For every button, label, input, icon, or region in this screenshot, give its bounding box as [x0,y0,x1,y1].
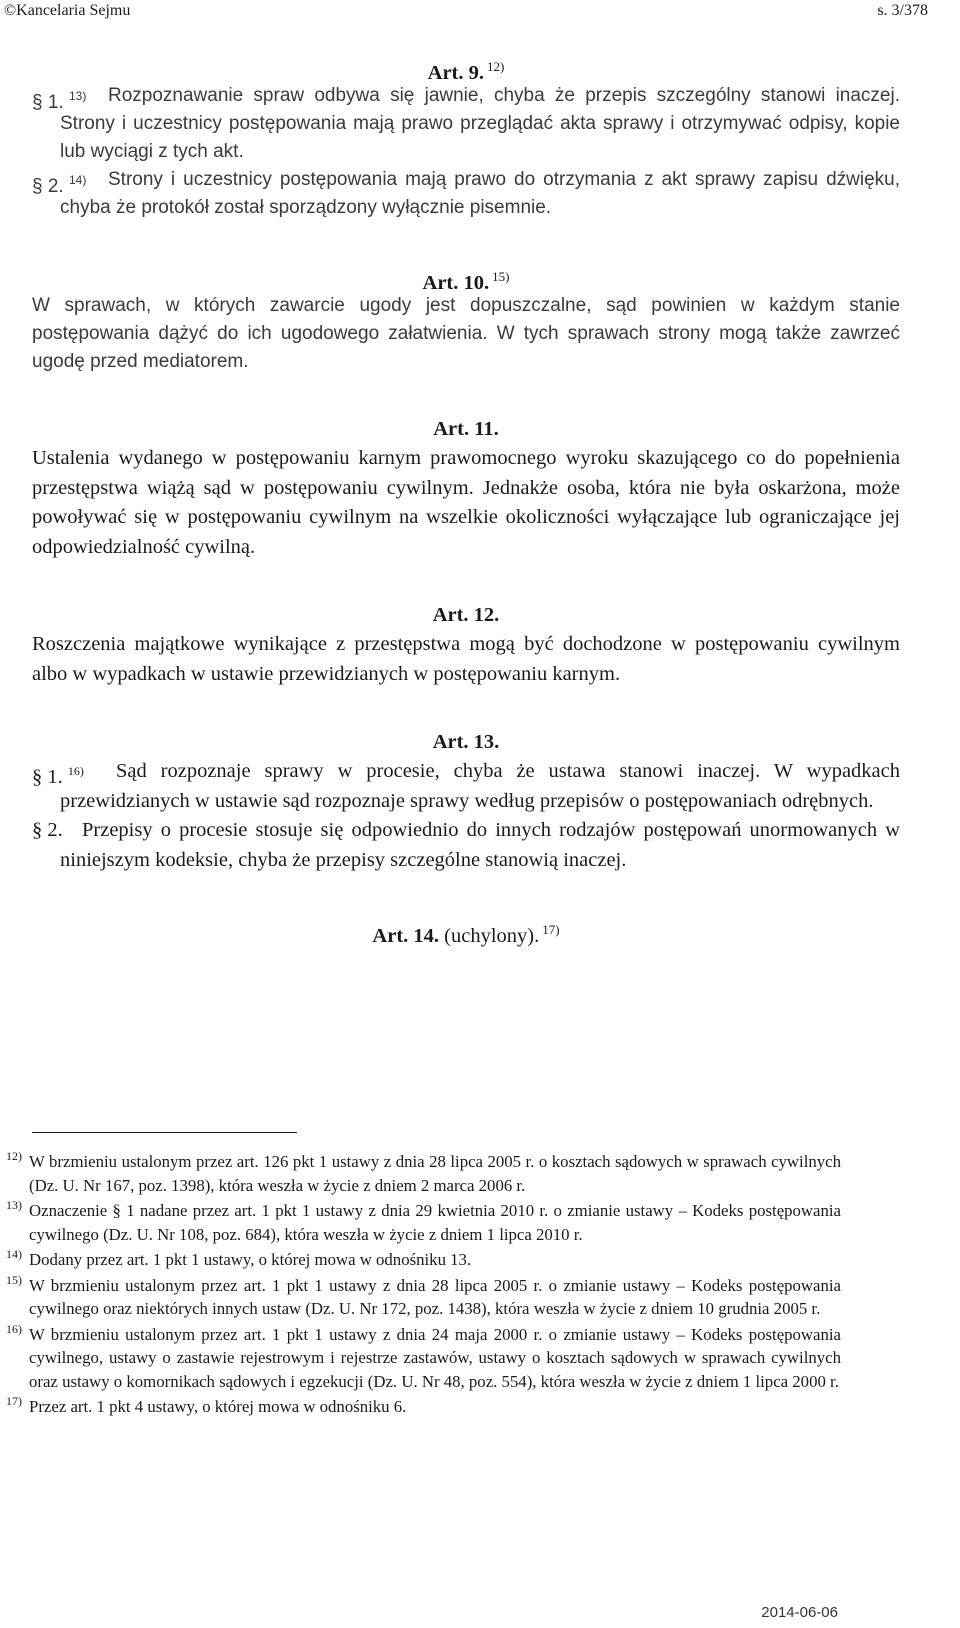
article-14-title: Art. 14. (uchylony). $^{17)}$ [372,922,560,947]
footnote-16 [4,1323,841,1394]
footnote-number: 14) [6,1247,22,1261]
article-10-text: W sprawach, w których zawarcie ugody jest dopuszczalne, sąd powinien w każdym stanie postępowania dążyć do ich ugodowego załatwienia. W tych sprawach strony mogą także zawrzeć ugodę przed mediatorem. [32,295,900,372]
footnote-12 [4,1150,841,1197]
footnote-text: Dodany przez art. 1 pkt 1 ustawy, o której mowa w odnośniku 13. [29,1250,472,1269]
footnote-text: W brzmieniu ustalonym przez art. 1 pkt 1 ustawy z dnia 24 maja 2000 r. o zmianie ustawy – Kodeks postępowania cywilnego, ustawy o zastawie rejestrowym i rejestrze zastawów, ustawy o kosztach sądowych w sprawach cywilnych oraz ustawy o komornikach sądowych i egzekucji (Dz. U. Nr 48, poz. 554), która weszła w życie z dniem 1 lipca 2000 r. [29,1324,841,1391]
paragraph-number: § 1. $^{13)}$ [32,89,87,113]
footnote-number: 12) [6,1149,22,1163]
article-12-text: Roszczenia majątkowe wynikające z przestępstwa mogą być dochodzone w postępowaniu cywilnym albo w wypadkach w ustawie przewidzianych w postępowaniu karnym. [32,633,900,685]
article-9-paragraph-2 [32,166,900,222]
article-11-text: Ustalenia wydanego w postępowaniu karnym prawomocnego wyroku skazującego co do popełnienia przestępstwa wiążą sąd w postępowaniu cywilnym. Jednakże osoba, która nie była oskarżona, może powoływać się w postępowaniu cywilnym na wszelkie okoliczności wyłączające lub ograniczające jej odpowiedzialność cywilną. [32,447,900,558]
article-13-title: Art. 13. [432,731,500,753]
paragraph-text: Rozpoznawanie spraw odbywa się jawnie, chyba że przepis szczególny stanowi inaczej. Strony i uczestnicy postępowania mają prawo przeglądać akta sprawy i otrzymywać odpisy, kopie lub wyciągi z tych akt. [60,85,900,162]
page-header [0,0,960,24]
paragraph-text: Strony i uczestnicy postępowania mają prawo do otrzymania z akt sprawy zapisu dźwięku, chyba że protokół został sporządzony wyłącznie pisemnie. [60,169,900,218]
footnote-ref[interactable]: 15) [492,269,510,284]
footnote-number: 13) [6,1198,22,1212]
footnote-ref[interactable]: 16) [67,764,84,778]
paragraph-number: § 1. $^{16)}$ [32,764,84,788]
footnotes [0,1150,960,1421]
publisher-label: ©Kancelaria Sejmu [4,2,131,19]
article-13-paragraph-2 [32,816,900,875]
footnote-number: 17) [6,1394,22,1408]
footnote-number: 15) [6,1272,22,1287]
footnote-15 [4,1274,841,1321]
footnote-text: W brzmieniu ustalonym przez art. 126 pkt 1 ustawy z dnia 28 lipca 2005 r. o kosztach sądowych w sprawach cywilnych (Dz. U. Nr 167, poz. 1398), która weszła w życie z dniem 2 marca 2006 r. [29,1152,841,1195]
paragraph-text: Sąd rozpoznaje sprawy w procesie, chyba że ustawa stanowi inaczej. W wypadkach przewidzianych w ustawie sąd rozpoznaje sprawy według przepisów o postępowaniach odrębnych. [60,760,900,812]
footnote-text: W brzmieniu ustalonym przez art. 1 pkt 1 ustawy z dnia 28 lipca 2005 r. o zmianie ustawy – Kodeks postępowania cywilnego oraz niektórych innych ustaw (Dz. U. Nr 172, poz. 1438), która weszła w życie z dniem 10 grudnia 2005 r. [29,1275,841,1318]
article-12-title: Art. 12. [432,604,500,626]
footnote-13 [4,1199,841,1246]
footnote-text: Przez art. 1 pkt 4 ustawy, o której mowa w odnośniku 6. [29,1397,407,1416]
article-11-title: Art. 11. [433,418,499,440]
main-content [32,52,900,945]
footnote-ref[interactable]: 12) [487,59,505,74]
footnote-ref[interactable]: 17) [542,922,560,937]
footnote-14 [4,1248,841,1272]
footnote-text: Oznaczenie § 1 nadane przez art. 1 pkt 1 ustawy z dnia 29 kwietnia 2010 r. o zmianie ustawy – Kodeks postępowania cywilnego (Dz. U. Nr 108, poz. 684), która weszła w życie z dniem 1 lipca 2010 r. [29,1201,841,1244]
paragraph-number: § 2. $^{14)}$ [32,173,87,197]
publication-date: 2014-06-06 [761,1604,838,1621]
paragraph-number: § 2. [32,819,63,841]
footnote-ref[interactable]: 14) [68,173,87,187]
article-9-paragraph-1 [32,82,900,166]
page-number: s. 3/378 [877,2,928,19]
article-9-title: Art. 9. $^{12)}$ [427,59,505,84]
footnote-17 [4,1395,841,1419]
article-13-paragraph-1 [32,757,900,816]
footnote-number: 16) [6,1321,22,1336]
footnote-separator [32,1132,297,1133]
footnote-ref[interactable]: 13) [68,89,87,103]
article-10-title: Art. 10. $^{15)}$ [422,269,510,294]
paragraph-text: Przepisy o procesie stosuje się odpowiednio do innych rodzajów postępowań unormowanych w niniejszym kodeksie, chyba że przepisy szczególne stanowią inaczej. [60,819,900,871]
